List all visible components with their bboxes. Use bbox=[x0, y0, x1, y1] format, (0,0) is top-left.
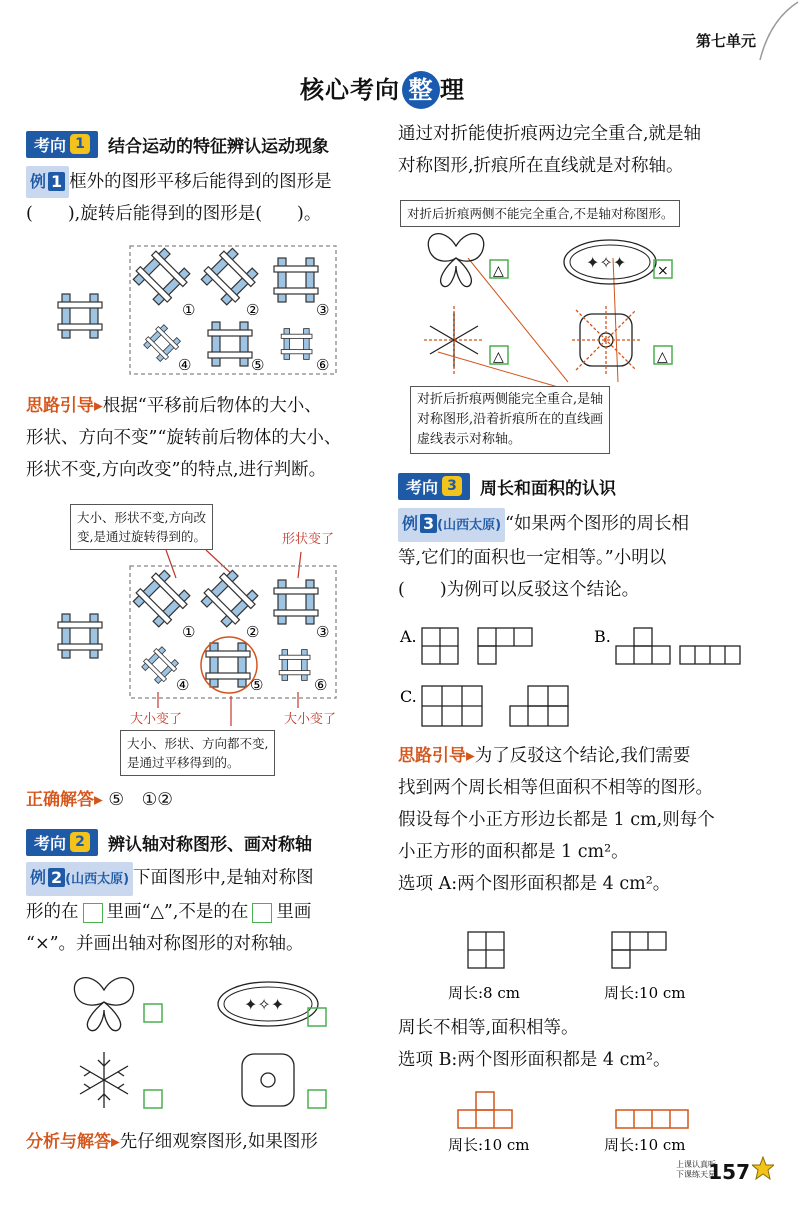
answer-value: ⑤ ①② bbox=[108, 790, 173, 810]
example-3-line1: 例 3 (山西太原) “如果两个图形的周长相 bbox=[398, 508, 778, 542]
hint-3-text-4: 小正方形的面积都是 1 cm²。 bbox=[398, 842, 629, 862]
example-2-figures bbox=[26, 972, 386, 1122]
mark-1: △ bbox=[493, 263, 504, 279]
mark-4: △ bbox=[657, 349, 668, 365]
hint-text-2: 形状、方向不变”“旋转前后物体的大小、 bbox=[26, 428, 342, 448]
svg-text:⑥: ⑥ bbox=[314, 676, 328, 694]
example-3-hint: 思路引导▸为了反驳这个结论,我们需要 找到两个周长相等但面积不相等的图形。 假设每个小正方形边长都是 1 cm,则每个 小正方形的面积都是 1 cm²。 选项 A:两个图形面积都是 4 cm²。 bbox=[398, 740, 778, 900]
perimeter-b1: 周长:10 cm bbox=[448, 1136, 530, 1154]
symmetric-note: 对折后折痕两侧能完全重合,是轴 对称图形,沿着折痕所在的直线画 虚线表示对称轴。 bbox=[410, 386, 610, 454]
section-3-title: 周长和面积的认识 bbox=[480, 478, 617, 499]
answer-circle bbox=[201, 637, 257, 693]
example-3-tag: 例 3 (山西太原) bbox=[398, 508, 505, 542]
frame-1 bbox=[130, 245, 192, 307]
option-a-text: 选项 A:两个图形面积都是 4 cm²。 bbox=[398, 874, 671, 894]
option-b-text: 选项 B:两个图形面积都是 4 cm²。 bbox=[398, 1050, 671, 1070]
shape-changed-label: 形状变了 bbox=[282, 532, 335, 547]
title-main: 核心考向 bbox=[300, 76, 400, 104]
svg-text:③: ③ bbox=[316, 623, 330, 641]
label-4: ④ bbox=[178, 356, 192, 374]
section-3-tag: 考向 3 bbox=[398, 473, 470, 500]
option-a: A. bbox=[400, 627, 417, 646]
frame-3 bbox=[274, 258, 318, 302]
analysis-text-3: 对称图形,折痕所在直线就是对称轴。 bbox=[398, 156, 684, 176]
frame-4 bbox=[142, 323, 182, 363]
section-1-tag: 考向 1 bbox=[26, 131, 98, 158]
label-1: ① bbox=[182, 301, 196, 319]
perimeter-b2: 周长:10 cm bbox=[604, 1136, 686, 1154]
section-1-header bbox=[26, 130, 386, 158]
example-1-line1: 例 1 框外的图形平移后能得到的图形是 bbox=[26, 166, 386, 198]
footer-slogan: 上课认真听 下课练天星 bbox=[676, 1160, 716, 1179]
svg-text:✦✧✦: ✦✧✦ bbox=[244, 995, 285, 1014]
analysis-label: 分析与解答 bbox=[26, 1132, 111, 1152]
unit-label: 第七单元 bbox=[695, 32, 756, 50]
frame-2 bbox=[198, 245, 260, 307]
option-a-result: 周长不相等,面积相等。 bbox=[398, 1018, 579, 1038]
example-2-tag: 例 2 (山西太原) bbox=[26, 862, 133, 896]
answer-box bbox=[83, 903, 103, 923]
outside-frame-shape bbox=[58, 294, 102, 338]
rotation-note: 大小、形状不变,方向改 变,是通过旋转得到的。 bbox=[70, 504, 213, 550]
perimeter-a2: 周长:10 cm bbox=[604, 984, 686, 1002]
perimeter-a1: 周长:8 cm bbox=[448, 984, 520, 1002]
hint-text-3: 形状不变,方向改变”的特点,进行判断。 bbox=[26, 460, 327, 480]
example-2-answer-figures bbox=[398, 222, 778, 392]
translation-note: 大小、形状、方向都不变, 是通过平移得到的。 bbox=[120, 730, 275, 776]
example-3-options bbox=[398, 620, 778, 732]
example-2-line3: “×”。并画出轴对称图形的对称轴。 bbox=[26, 934, 304, 954]
hint-3-text-3: 假设每个小正方形边长都是 1 cm,则每个 bbox=[398, 810, 715, 830]
section-2-tag: 考向 2 bbox=[26, 829, 98, 856]
example-1-hint: 思路引导▸根据“平移前后物体的大小、 形状、方向不变”“旋转前后物体的大小、 形状不变,方向改变”的特点,进行判断。 bbox=[26, 390, 386, 486]
title-tail: 理 bbox=[440, 76, 465, 104]
four-leaf-shape bbox=[242, 1054, 294, 1106]
svg-text:⑤: ⑤ bbox=[250, 676, 264, 694]
right-column-top bbox=[398, 118, 778, 182]
example-1-line2: ( ),旋转后能得到的图形是( )。 bbox=[26, 204, 322, 224]
hint-3-text-1: 为了反驳这个结论,我们需要 bbox=[474, 746, 691, 766]
example-3-line3: ( )为例可以反驳这个结论。 bbox=[398, 580, 640, 600]
left-column bbox=[26, 130, 386, 230]
section-2-title: 辨认轴对称图形、画对称轴 bbox=[108, 834, 313, 855]
butterfly-shape bbox=[74, 978, 133, 1031]
option-a-result-block bbox=[398, 1012, 778, 1076]
svg-text:✦✧✦: ✦✧✦ bbox=[586, 253, 627, 272]
mark-2: × bbox=[657, 263, 669, 279]
section-1-title: 结合运动的特征辨认运动现象 bbox=[108, 136, 330, 157]
analysis-text-1: 先仔细观察图形,如果图形 bbox=[119, 1132, 318, 1152]
outside-frame-shape-2 bbox=[58, 614, 102, 658]
frame-5 bbox=[208, 322, 252, 366]
section-3 bbox=[398, 472, 778, 606]
page-title bbox=[300, 70, 465, 109]
example-1-figure bbox=[26, 240, 386, 380]
page-number: 157 bbox=[708, 1160, 750, 1184]
hint-3-label: 思路引导 bbox=[398, 746, 466, 766]
hint-text-1: 根据“平移前后物体的大小、 bbox=[102, 396, 322, 416]
svg-text:①: ① bbox=[182, 623, 196, 641]
label-5: ⑤ bbox=[251, 356, 265, 374]
example-3-line2: 等,它们的面积也一定相等。”小明以 bbox=[398, 548, 667, 568]
option-c: C. bbox=[400, 687, 417, 706]
answer-label: 正确解答 bbox=[26, 790, 94, 810]
example-1-tag: 例 1 bbox=[26, 166, 69, 198]
example-1-annotated-figure bbox=[26, 540, 386, 730]
example-2-line2: 形的在 里画“△”,不是的在 里画 bbox=[26, 902, 312, 922]
title-badge: 整 bbox=[402, 71, 440, 109]
hint-label: 思路引导 bbox=[26, 396, 94, 416]
section-3-header bbox=[398, 472, 778, 500]
example-2-analysis: 分析与解答▸先仔细观察图形,如果图形 bbox=[26, 1132, 318, 1152]
svg-text:②: ② bbox=[246, 623, 260, 641]
svg-text:④: ④ bbox=[176, 676, 190, 694]
label-6: ⑥ bbox=[316, 356, 330, 374]
size-changed-left: 大小变了 bbox=[130, 712, 183, 727]
hint-3-text-2: 找到两个周长相等但面积不相等的图形。 bbox=[398, 778, 713, 798]
mark-3: △ bbox=[493, 349, 504, 365]
analysis-text-2: 通过对折能使折痕两边完全重合,就是轴 bbox=[398, 124, 702, 144]
size-changed-right: 大小变了 bbox=[284, 712, 337, 727]
answer-box bbox=[252, 903, 272, 923]
not-symmetric-note: 对折后折痕两侧不能完全重合,不是轴对称图形。 bbox=[400, 200, 680, 227]
oval-stars-shape bbox=[218, 982, 318, 1026]
frame-6 bbox=[281, 329, 312, 360]
snowflake-shape bbox=[80, 1052, 128, 1108]
star-mascot-icon bbox=[752, 1156, 774, 1182]
section-2 bbox=[26, 828, 386, 960]
label-2: ② bbox=[246, 301, 260, 319]
option-b-figures bbox=[398, 1086, 778, 1156]
example-2-line1: 例 2 (山西太原) 下面图形中,是轴对称图 bbox=[26, 862, 386, 896]
example-1-answer: 正确解答▸ ⑤ ①② bbox=[26, 790, 173, 810]
option-b: B. bbox=[594, 627, 611, 646]
label-3: ③ bbox=[316, 301, 330, 319]
section-2-header bbox=[26, 828, 386, 856]
option-a-figures bbox=[398, 924, 778, 1004]
